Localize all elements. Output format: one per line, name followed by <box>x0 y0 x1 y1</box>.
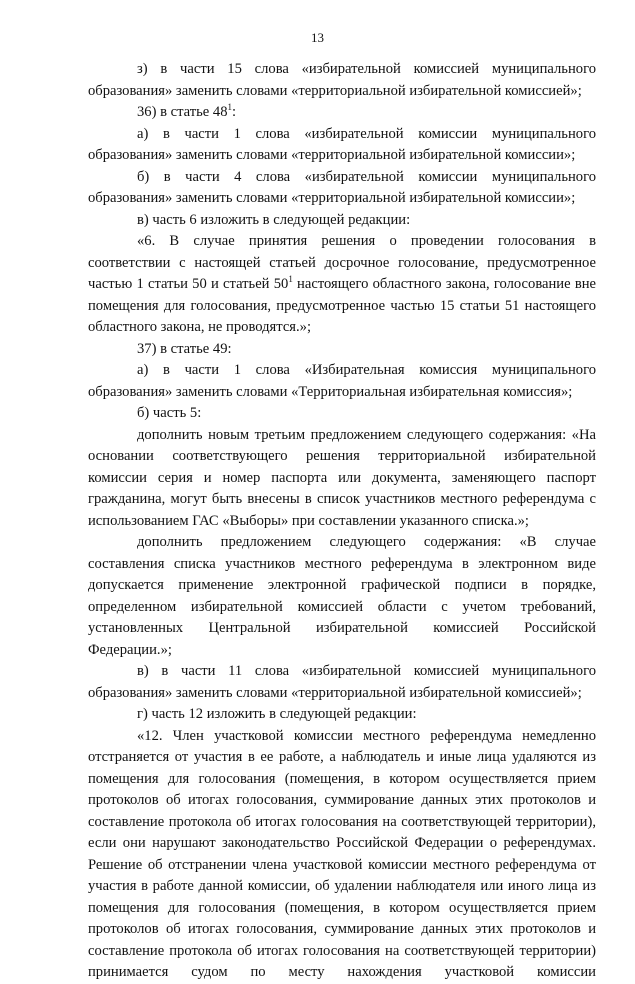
paragraph: б) часть 5: <box>137 405 202 421</box>
paragraph: 37) в статье 49: <box>137 340 232 357</box>
paragraph: г) часть 12 изложить в следующей редакции: <box>137 706 417 722</box>
paragraph: «12. Член участковой комиссии местного референдума немедленно отстраняется от участия в ее работе, а наблюдатель и иные лица удаляются из помещения для голосования (помещения, в котором осуществляется прием протоколов об итогах голосования, суммирование данных этих протоколов и составление протокола об итогах голосования на соответствующей территории), если они нарушают законодательство Российской Федерации о референдумах. Решение об отстранении члена участковой комиссии местного референдума от участия в работе данной комиссии, об удалении наблюдателя или иного лица из помещения для голосования (помещения, в котором осуществляется прием протоколов об итогах голосования, суммирование данных этих протоколов и составление протокола об итогах голосования на соответствующей территории) принимается судом по месту нахождения участковой комиссии <box>88 727 596 980</box>
paragraph: з) в части 15 слова «избирательной комиссией муниципального образования» заменить словами «территориальной избирательной комиссией»; <box>88 61 596 99</box>
paragraph: а) в части 1 слова «Избирательная комиссия муниципального образования» заменить словами «Территориальная избирательная комиссия»; <box>88 362 596 400</box>
superscript: 1 <box>288 274 293 285</box>
paragraph-text: 36) в статье 48 <box>137 104 228 120</box>
paragraph-text: : <box>232 104 237 120</box>
page-number: 13 <box>311 30 324 45</box>
paragraph: а) в части 1 слова «избирательной комиссии муниципального образования» заменить словами «территориальной избирательной комиссии»; <box>88 125 596 163</box>
paragraph: в) часть 6 изложить в следующей редакции: <box>137 211 411 228</box>
paragraph: б) в части 4 слова «избирательной комиссии муниципального образования» заменить словами «территориальной избирательной комиссии»; <box>88 168 596 206</box>
paragraph <box>88 231 596 339</box>
paragraph: в) в части 11 слова «избирательной комиссией муниципального образования» заменить словами «территориальной избирательной комиссией»; <box>88 663 596 701</box>
paragraph-text: настоящего областного закона, голосование вне помещения для голосования, предусмотренное частью 15 статьи 51 настоящего областного закона, не проводятся.»; <box>88 276 596 335</box>
body-text <box>88 59 596 984</box>
paragraph-text: «6. В случае принятия решения о проведении голосования в соответствии с настоящей статьей досрочное голосование, предусмотренное частью 1 статьи 50 и статьей 50 <box>88 233 596 292</box>
paragraph: дополнить предложением следующего содержания: «В случае составления списка участников местного референдума в электронном виде допускается применение электронной графической подписи в порядке, определенном избирательной комиссией области с учетом требований, установленных Центральной избирательной комиссией Российской Федерации.»; <box>88 534 596 658</box>
superscript: 1 <box>227 102 233 113</box>
paragraph <box>88 102 596 124</box>
paragraph: дополнить новым третьим предложением следующего содержания: «На основании соответствующего решения территориальной избирательной комиссии серия и номер паспорта или документа, заменяющего паспорт гражданина, могут быть внесены в список участников местного референдума с использованием ГАС «Выборы» при составлении указанного списка.»; <box>88 426 596 529</box>
